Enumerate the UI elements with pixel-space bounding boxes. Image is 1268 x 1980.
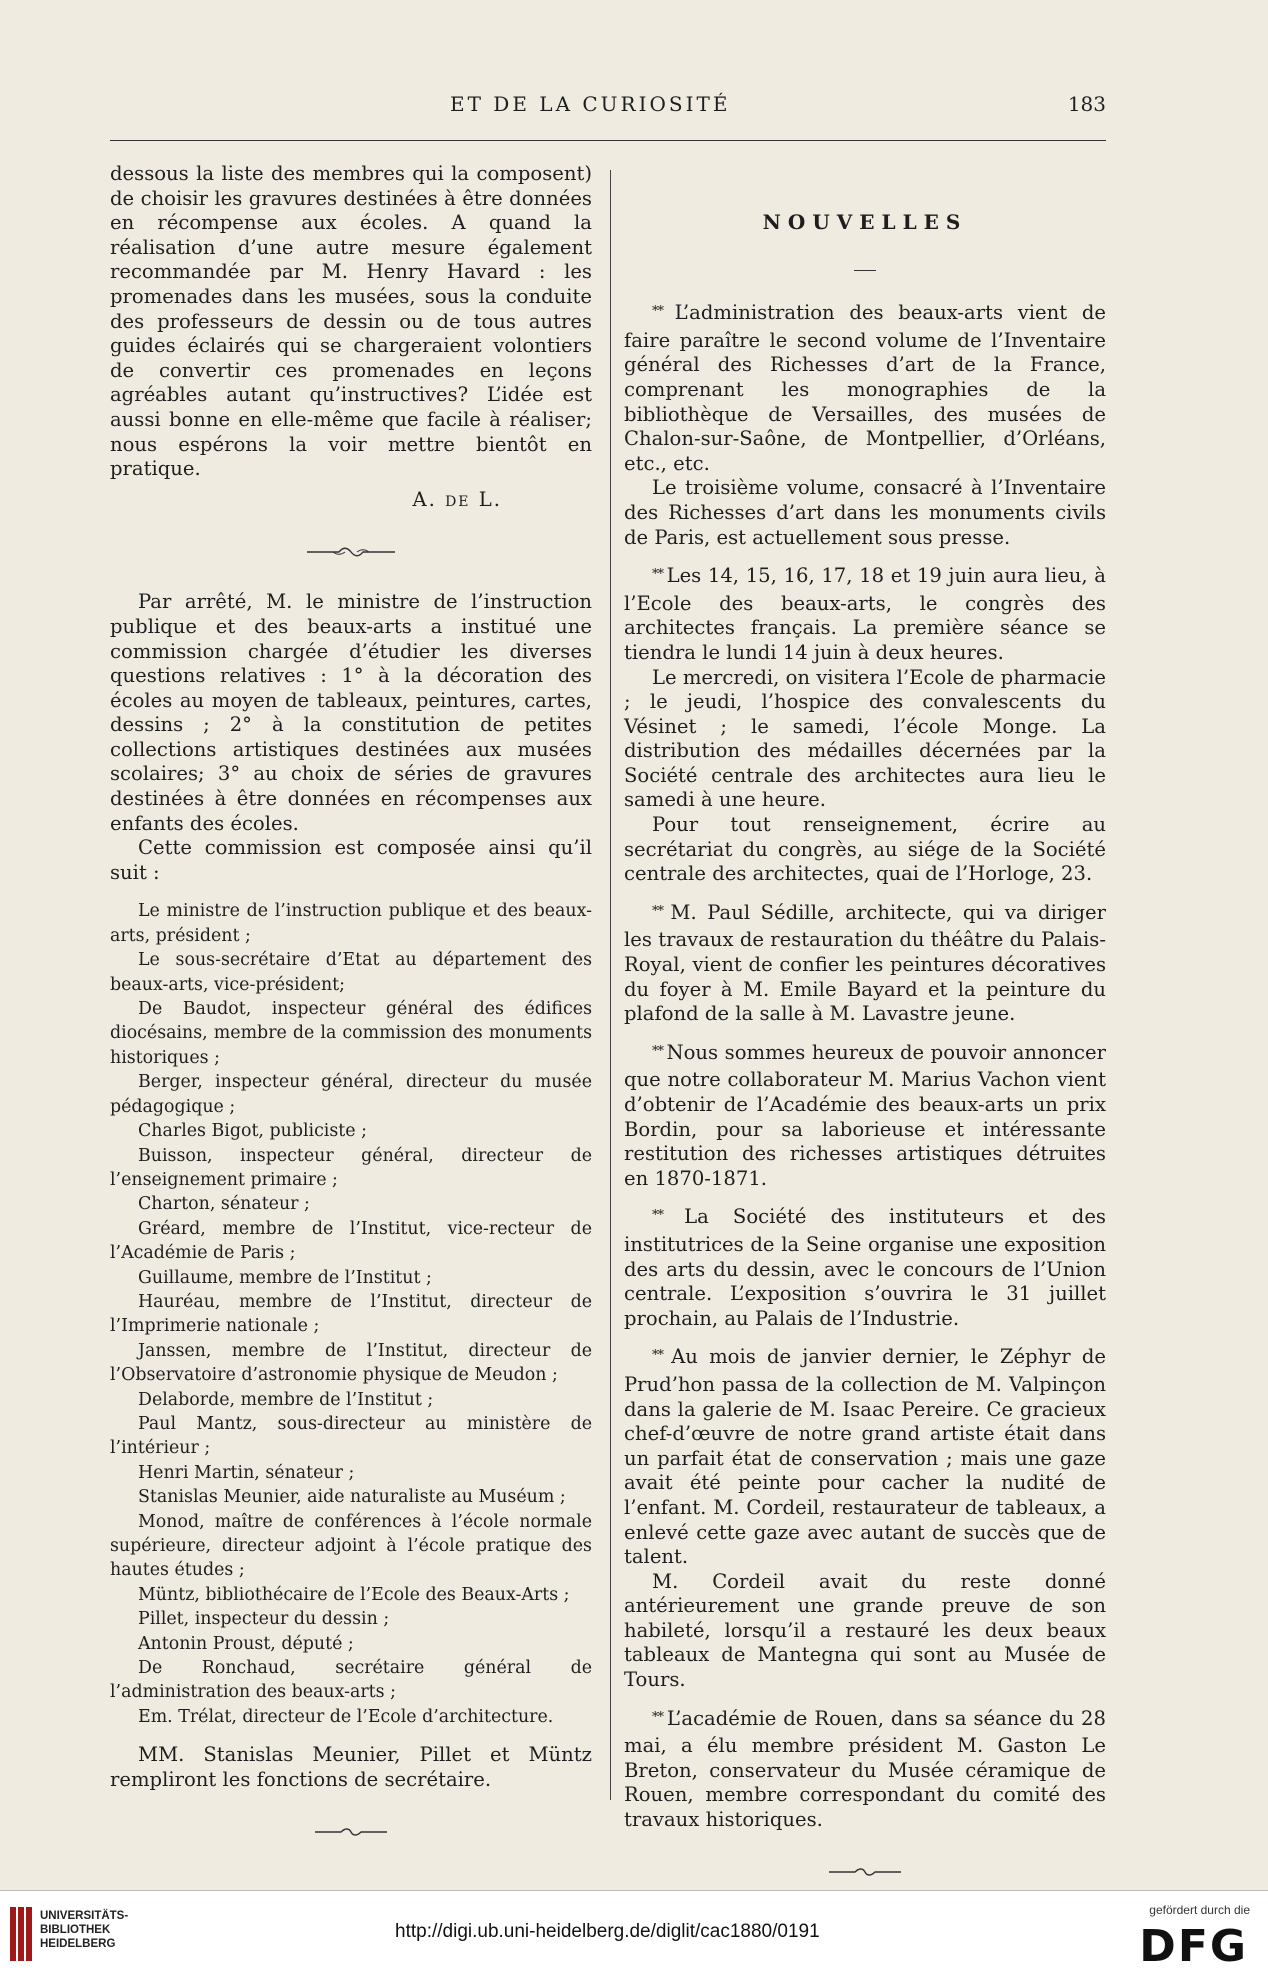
news-paragraph	[624, 813, 1106, 887]
member-entry: Antonin Proust, député ;	[138, 1633, 354, 1654]
news-text: Les 14, 15, 16, 17, 18 et 19 juin aura lieu, à l’Ecole des beaux-arts, le congrès des architectes français. La première séance se tiendra le lundi 14 juin à deux heures.	[624, 564, 1106, 664]
page-number: 183	[1067, 92, 1106, 116]
news-item	[624, 1205, 1106, 1331]
running-head	[110, 92, 1106, 122]
members-list	[110, 899, 592, 1729]
news-paragraph	[624, 1570, 1106, 1693]
member-entry: Buisson, inspecteur général, directeur de l’enseignement primaire ;	[110, 1145, 592, 1190]
member-entry: Berger, inspecteur général, directeur du musée pédagogique ;	[110, 1072, 592, 1117]
funded-by-label: gefördert durch die	[1149, 1903, 1250, 1917]
news-lead-paragraph	[624, 1041, 1106, 1192]
news-text: Le troisième volume, consacré à l’Inventaire des Richesses d’art dans les monuments civils de Paris, est actuellement sous presse.	[624, 476, 1106, 549]
secretaries-paragraph: MM. Stanislas Meunier, Pillet et Müntz rempliront les fonctions de secrétaire.	[110, 1743, 592, 1791]
signature: A. de L.	[412, 487, 502, 511]
news-list	[624, 301, 1106, 1832]
member-entry: Monod, maître de conférences à l’école normale supérieure, directeur adjoint à l’école pratique des hautes études ;	[110, 1511, 592, 1581]
section-title: NOUVELLES	[762, 210, 968, 234]
member-entry: Pillet, inspecteur du dessin ;	[138, 1609, 390, 1630]
library-name: UNIVERSITÄTS- BIBLIOTHEK HEIDELBERG	[40, 1910, 129, 1950]
member-entry: Le ministre de l’instruction publique et des beaux-arts, président ;	[110, 901, 592, 946]
title-dash	[624, 253, 1106, 278]
header-rule	[110, 140, 1106, 141]
news-lead-paragraph	[624, 1345, 1106, 1569]
news-item	[624, 564, 1106, 887]
news-lead-paragraph	[624, 1205, 1106, 1331]
right-column	[624, 162, 1106, 1889]
member-entry: De Baudot, inspecteur général des édifices diocésains, membre de la commission des monuments historiques ;	[110, 999, 592, 1068]
news-item	[624, 1707, 1106, 1833]
asterism-icon: **	[652, 567, 667, 583]
news-text: L’administration des beaux-arts vient de faire paraître le second volume de l’Inventaire général des Richesses d’art de la France, comprenant les monographies de la bibliothèque de Versailles, des musées de Chalon-sur-Saône, de Montpellier, d’Orléans, etc., etc.	[624, 301, 1106, 475]
asterism-icon: **	[652, 1208, 685, 1224]
news-paragraph	[624, 476, 1106, 550]
news-paragraph	[624, 666, 1106, 814]
member-entry: Paul Mantz, sous-directeur au ministère de l’intérieur ;	[110, 1413, 592, 1459]
news-lead-paragraph	[624, 901, 1106, 1027]
digitization-footer	[0, 1890, 1268, 1980]
news-text: M. Paul Sédille, architecte, qui va diriger les travaux de restauration du théâtre du Palais-Royal, vient de confier les peintures décoratives du foyer à M. Emile Bayard et la peinture du plafond de la salle à M. Lavastre jeune.	[624, 900, 1106, 1026]
member-entry: Stanislas Meunier, aide naturaliste au Muséum ;	[138, 1487, 566, 1508]
news-text: Pour tout renseignement, écrire au secrétariat du congrès, au siége de la Société centrale des architectes, quai de l’Horloge, 23.	[624, 813, 1106, 886]
member-entry: Janssen, membre de l’Institut, directeur de l’Observatoire d’astronomie physique de Meudon ;	[110, 1340, 592, 1386]
news-item	[624, 1041, 1106, 1192]
member-entry: Charles Bigot, publiciste ;	[138, 1121, 367, 1142]
asterism-icon: **	[652, 903, 671, 919]
ornament-divider	[624, 1855, 1106, 1889]
news-text: Nous sommes heureux de pouvoir annoncer que notre collaborateur M. Marius Vachon vient d’obtenir de l’Académie des beaux-arts un prix Bordin, pour sa laborieuse et intéressante restitution des richesses artistiques détruites en 1870-1871.	[624, 1040, 1106, 1190]
asterism-icon: **	[652, 1043, 667, 1059]
member-entry: Delaborde, membre de l’Institut ;	[138, 1389, 434, 1410]
member-entry: Henri Martin, sénateur ;	[138, 1462, 355, 1483]
running-title: ET DE LA CURIOSITÉ	[450, 92, 731, 116]
member-entry: Gréard, membre de l’Institut, vice-recteur de l’Académie de Paris ;	[110, 1218, 592, 1264]
news-lead-paragraph	[624, 564, 1106, 665]
news-item	[624, 901, 1106, 1027]
intro-paragraph: dessous la liste des membres qui la composent) de choisir les gravures destinées à être données en récompense aux écoles. A quand la réalisation d’une autre mesure également recommandée par M. Henry Havard : les promenades dans les musées, sous la conduite des professeurs de dessin ou de tous autres guides éclairés qui se chargeraient volontiers de convertir ces promenades en leçons agréables autant qu’instructives? L’idée est aussi bonne en elle-même que facile à réaliser; nous espérons la voir mettre bientôt en pratique.	[110, 162, 592, 481]
asterism-icon: **	[652, 1709, 667, 1725]
member-entry: Le sous-secrétaire d’Etat au département des beaux-arts, vice-président;	[110, 950, 592, 995]
member-entry: Em. Trélat, directeur de l’Ecole d’architecture.	[138, 1706, 554, 1727]
dfg-logo: DFG	[1139, 1921, 1248, 1972]
member-entry: Müntz, bibliothécaire de l’Ecole des Beaux-Arts ;	[138, 1584, 570, 1605]
asterism-icon: **	[652, 1348, 672, 1364]
arrete-paragraph: Par arrêté, M. le ministre de l’instruction publique et des beaux-arts a institué une commission chargée d’étudier les diverses questions relatives : 1° à la décoration des écoles au moyen de tableaux, peintures, cartes, dessins ; 2° à la constitution de petites collections artistiques destinées aux musées scolaires; 3° au choix de séries de gravures destinées à être données en récompenses aux enfants des écoles.	[110, 590, 592, 835]
news-text: Au mois de janvier dernier, le Zéphyr de Prud’hon passa de la collection de M. Valpinçon dans la galerie de M. Isaac Pereire. Ce gracieux chef-d’œuvre de notre grand artiste était dans un parfait état de conservation ; mais une gaze avait été peinte pour cacher la nudité de l’enfant. M. Cordeil, restaurateur de tableaux, a enlevé cette gaze avec autant de succès que de talent.	[624, 1345, 1106, 1569]
member-entry: Charton, sénateur ;	[138, 1194, 310, 1215]
news-lead-paragraph	[624, 1707, 1106, 1833]
news-text: M. Cordeil avait du reste donné antérieurement une grande preuve de son habileté, lorsqu’il a restauré les deux beaux tableaux de Mantegna qui sont au Musée de Tours.	[624, 1569, 1106, 1692]
news-text: Le mercredi, on visitera l’Ecole de pharmacie ; le jeudi, l’hospice des convalescents du Vésinet ; le samedi, l’école Monge. La distribution des médailles décernées par la Société centrale des architectes aura lieu le samedi à une heure.	[624, 665, 1106, 812]
ornament-divider	[110, 1814, 592, 1848]
column-rule	[610, 170, 611, 1800]
member-entry: Hauréau, membre de l’Institut, directeur de l’Imprimerie nationale ;	[110, 1291, 592, 1337]
news-item	[624, 1345, 1106, 1692]
source-url-link[interactable]: http://digi.ub.uni-heidelberg.de/diglit/cac1880/0191	[395, 1921, 820, 1942]
news-text: L’académie de Rouen, dans sa séance du 28 mai, a élu membre président M. Gaston Le Breton, conservateur du Musée céramique de Rouen, membre correspondant du comité des travaux historiques.	[624, 1706, 1106, 1832]
asterism-icon: **	[652, 304, 675, 320]
commission-intro: Cette commission est composée ainsi qu’il suit :	[110, 836, 592, 884]
news-lead-paragraph	[624, 301, 1106, 476]
library-logo-icon	[8, 1905, 34, 1963]
member-entry: Guillaume, membre de l’Institut ;	[138, 1267, 432, 1288]
news-text: La Société des instituteurs et des institutrices de la Seine organise une exposition des arts du dessin, avec le concours de l’Union centrale. L’exposition s’ouvrira le 31 juillet prochain, au Palais de l’Industrie.	[624, 1205, 1106, 1330]
news-item	[624, 301, 1106, 550]
member-entry: De Ronchaud, secrétaire général de l’administration des beaux-arts ;	[110, 1658, 592, 1703]
left-column	[110, 162, 592, 1848]
ornament-divider	[110, 534, 592, 568]
